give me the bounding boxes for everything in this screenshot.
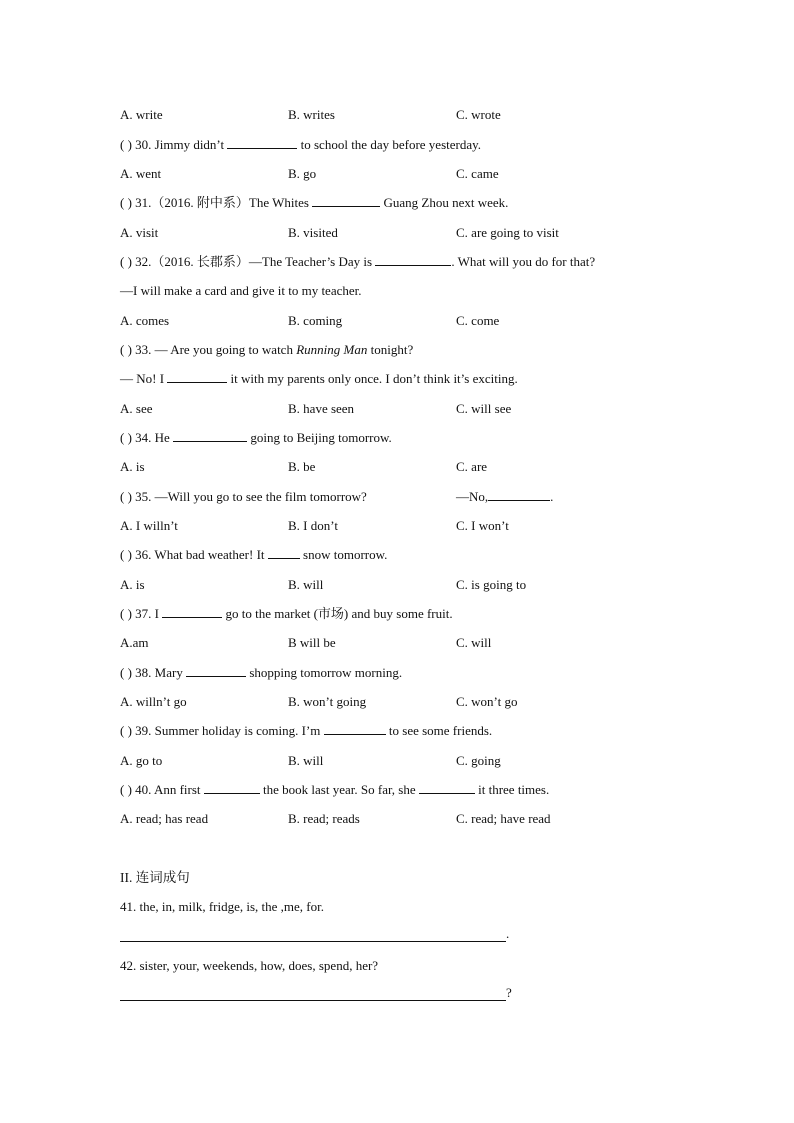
fill-blank xyxy=(227,136,297,149)
fill-blank xyxy=(312,194,380,207)
q32-option-b: B. coming xyxy=(288,313,343,328)
question-text: 40. Ann first xyxy=(135,782,201,797)
q34-option-c: C. are xyxy=(456,459,488,474)
q33-option-c: C. will see xyxy=(456,401,512,416)
question-32 xyxy=(120,253,595,271)
fill-blank xyxy=(204,781,260,794)
q37-option-a: A.am xyxy=(120,635,149,650)
q37-option-b: B will be xyxy=(288,635,336,650)
q31-option-c: C. are going to visit xyxy=(456,225,559,240)
question-42-prompt: 42. sister, your, weekends, how, does, spend, her? xyxy=(120,958,379,973)
question-31 xyxy=(120,194,508,212)
q33-option-b: B. have seen xyxy=(288,401,355,416)
q38-option-c: C. won’t go xyxy=(456,694,518,709)
question-41-prompt: 41. the, in, milk, fridge, is, the ,me, for. xyxy=(120,899,324,914)
answer-paren: ( ) xyxy=(120,723,132,738)
question-text: 34. He xyxy=(135,430,170,445)
answer-paren: ( ) xyxy=(120,606,132,621)
q39-option-a: A. go to xyxy=(120,753,163,768)
q36-option-c: C. is going to xyxy=(456,577,527,592)
reply-end: . xyxy=(550,489,554,504)
q42-answer-line xyxy=(120,985,512,1003)
reply-text: it with my parents only once. I don’t think it’s exciting. xyxy=(230,371,518,386)
q35-reply xyxy=(456,488,553,506)
answer-paren: ( ) xyxy=(120,782,132,797)
question-text: 31.（2016. 附中系）The Whites xyxy=(135,195,309,210)
q40-option-b: B. read; reads xyxy=(288,811,360,826)
answer-paren: ( ) xyxy=(120,430,132,445)
fill-blank xyxy=(186,664,246,677)
answer-paren: ( ) xyxy=(120,137,132,152)
answer-rule xyxy=(120,927,506,942)
question-text: 33. — Are you going to watch xyxy=(135,342,293,357)
q37-option-c: C. will xyxy=(456,635,492,650)
q39-option-b: B. will xyxy=(288,753,324,768)
answer-end: . xyxy=(506,926,510,941)
question-text: 30. Jimmy didn’t xyxy=(135,137,225,152)
q34-option-a: A. is xyxy=(120,459,145,474)
fill-blank xyxy=(419,781,475,794)
q32-option-c: C. come xyxy=(456,313,500,328)
fill-blank xyxy=(173,429,247,442)
fill-blank xyxy=(167,370,227,383)
q29-option-c: C. wrote xyxy=(456,107,501,122)
question-40 xyxy=(120,781,549,799)
fill-blank xyxy=(375,253,451,266)
question-35 xyxy=(120,488,367,506)
q41-answer-line xyxy=(120,926,509,944)
q35-option-b: B. I don’t xyxy=(288,518,338,533)
question-30 xyxy=(120,136,481,154)
fill-blank xyxy=(324,722,386,735)
question-37 xyxy=(120,605,453,623)
question-text: 37. I xyxy=(135,606,160,621)
fill-blank xyxy=(268,546,300,559)
q32-reply: —I will make a card and give it to my teacher. xyxy=(120,283,362,298)
q35-option-c: C. I won’t xyxy=(456,518,509,533)
question-text: going to Beijing tomorrow. xyxy=(250,430,392,445)
answer-paren: ( ) xyxy=(120,195,132,210)
question-text: 35. —Will you go to see the film tomorrow? xyxy=(135,489,367,504)
fill-blank xyxy=(488,488,550,501)
q33-option-a: A. see xyxy=(120,401,153,416)
q30-option-c: C. came xyxy=(456,166,499,181)
answer-rule xyxy=(120,986,506,1001)
question-36 xyxy=(120,546,387,564)
question-text: tonight? xyxy=(370,342,414,357)
reply-text: —No, xyxy=(456,489,489,504)
q36-option-b: B. will xyxy=(288,577,324,592)
question-34 xyxy=(120,429,392,447)
answer-paren: ( ) xyxy=(120,665,132,680)
q31-option-b: B. visited xyxy=(288,225,338,240)
q34-option-b: B. be xyxy=(288,459,316,474)
question-text: to school the day before yesterday. xyxy=(300,137,482,152)
section-heading: II. 连词成句 xyxy=(120,870,190,885)
question-text: 32.（2016. 长郡系）—The Teacher’s Day is xyxy=(135,254,373,269)
question-text: the book last year. So far, she xyxy=(263,782,416,797)
question-text: go to the market (市场) and buy some fruit. xyxy=(225,606,453,621)
q29-option-a: A. write xyxy=(120,107,163,122)
show-title: Running Man xyxy=(296,342,368,357)
answer-end: ? xyxy=(506,985,512,1000)
question-text: to see some friends. xyxy=(388,723,493,738)
q36-option-a: A. is xyxy=(120,577,145,592)
answer-paren: ( ) xyxy=(120,489,132,504)
q30-option-a: A. went xyxy=(120,166,162,181)
fill-blank xyxy=(162,605,222,618)
question-text: 38. Mary xyxy=(135,665,183,680)
question-text: 36. What bad weather! It xyxy=(135,547,265,562)
q38-option-b: B. won’t going xyxy=(288,694,367,709)
question-38 xyxy=(120,664,402,682)
answer-paren: ( ) xyxy=(120,547,132,562)
q29-option-b: B. writes xyxy=(288,107,335,122)
reply-text: — No! I xyxy=(120,371,165,386)
q39-option-c: C. going xyxy=(456,753,501,768)
q32-option-a: A. comes xyxy=(120,313,170,328)
answer-paren: ( ) xyxy=(120,342,132,357)
q40-option-a: A. read; has read xyxy=(120,811,209,826)
question-39 xyxy=(120,722,492,740)
question-text: . What will you do for that? xyxy=(451,254,596,269)
question-text: shopping tomorrow morning. xyxy=(249,665,403,680)
q31-option-a: A. visit xyxy=(120,225,159,240)
q30-option-b: B. go xyxy=(288,166,317,181)
question-text: 39. Summer holiday is coming. I’m xyxy=(135,723,321,738)
q40-option-c: C. read; have read xyxy=(456,811,551,826)
q33-reply xyxy=(120,370,518,388)
question-33 xyxy=(120,341,413,359)
question-text: snow tomorrow. xyxy=(303,547,388,562)
question-text: Guang Zhou next week. xyxy=(383,195,509,210)
q35-option-a: A. I willn’t xyxy=(120,518,178,533)
answer-paren: ( ) xyxy=(120,254,132,269)
question-text: it three times. xyxy=(478,782,550,797)
q38-option-a: A. willn’t go xyxy=(120,694,187,709)
